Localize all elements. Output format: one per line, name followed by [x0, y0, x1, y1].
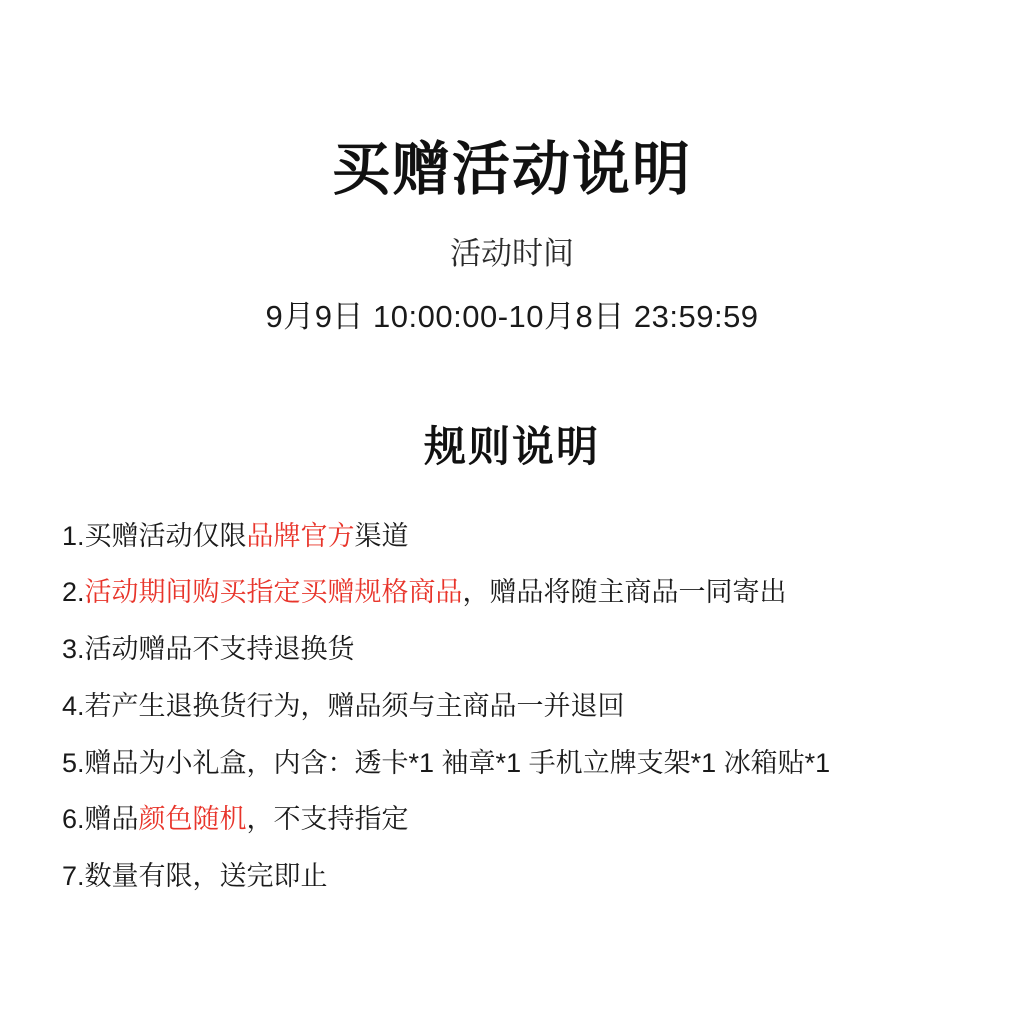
activity-date-range: 9月9日 10:00:00-10月8日 23:59:59	[265, 298, 759, 334]
rule-number: 7.	[62, 860, 85, 891]
rule-item	[0, 862, 1024, 892]
rule-item	[0, 805, 1024, 835]
activity-time-label: 活动时间	[450, 235, 574, 271]
rule-number: 4.	[62, 690, 85, 721]
rule-text: 买赠活动仅限	[84, 520, 247, 551]
rule-number: 6.	[62, 804, 85, 835]
rule-text: 若产生退换货行为，赠品须与主商品一并退回	[84, 690, 625, 721]
rule-number: 1.	[62, 520, 85, 551]
rule-highlight-text: 颜色随机	[138, 804, 247, 835]
rule-text: 活动赠品不支持退换货	[84, 634, 355, 665]
rule-highlight-text: 品牌官方	[246, 520, 355, 551]
rule-text: 数量有限，送完即止	[84, 860, 328, 891]
rule-item	[0, 692, 1024, 722]
rule-text: 赠品为小礼盒，内含：透卡*1 袖章*1 手机立牌支架*1 冰箱贴*1	[84, 747, 831, 778]
rule-text: 赠品	[84, 804, 139, 835]
rule-text: ，不支持指定	[246, 804, 409, 835]
rule-number: 3.	[62, 634, 85, 665]
rule-text: ，赠品将随主商品一同寄出	[462, 577, 787, 608]
rules-list	[0, 474, 1024, 892]
rule-number: 5.	[62, 747, 85, 778]
rule-number: 2.	[62, 577, 85, 608]
rule-item	[0, 578, 1024, 608]
rules-section-title: 规则说明	[423, 422, 600, 470]
rule-text: 渠道	[354, 520, 409, 551]
rule-item	[0, 635, 1024, 665]
rule-item	[0, 749, 1024, 779]
rule-highlight-text: 活动期间购买指定买赠规格商品	[84, 577, 463, 608]
rule-item	[0, 522, 1024, 552]
page-title: 买赠活动说明	[331, 137, 692, 202]
